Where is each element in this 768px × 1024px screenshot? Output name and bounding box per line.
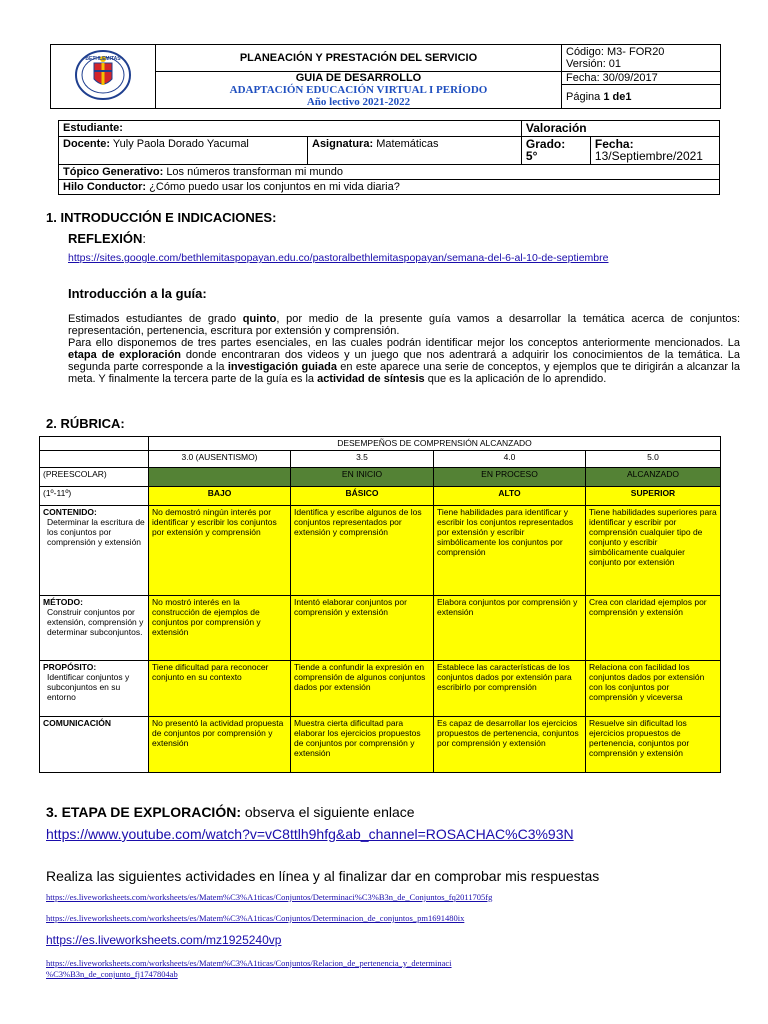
logo-text: BETHLEMITAS	[85, 56, 121, 62]
row-label: MÉTODO:	[43, 597, 83, 607]
score-header: 4.0	[434, 451, 586, 468]
guide-type: GUIA DE DESARROLLO	[295, 72, 422, 84]
rubric-cell: Es capaz de desarrollar los ejercicios propuestos de pertenencia, conjuntos por comprensión y extensión	[434, 717, 586, 773]
worksheet-link-4b[interactable]: %C3%B3n_de_conjunto_fj1747804ab	[46, 969, 178, 979]
hilo-label: Hilo Conductor:	[63, 181, 147, 193]
topico-label: Tópico Generativo:	[63, 166, 164, 178]
p2-text-e: en este aparece una serie de conceptos, y ejemplos que te dirigirán a alcanzar la meta. Y finalmente la tercera parte de la guía es la	[68, 361, 740, 385]
rubric-row-contenido	[40, 506, 721, 596]
activities-instruction: Realiza las siguientes actividades en línea y al finalizar dar en comprobar mis respuestas	[46, 868, 600, 884]
student-info-table	[58, 120, 720, 195]
rubric-cell: Tiene habilidades superiores para identificar y escribir por comprensión cualquier tipo de conjunto y escribir simbólicamente cualquier conjunto por extensión	[586, 506, 721, 596]
reflexion-link[interactable]: https://sites.google.com/bethlemitaspopayan.edu.co/pastoralbethlemitaspopayan/semana-del-6-al-10-de-septiembre	[68, 252, 609, 264]
estudiante-label: Estudiante:	[59, 121, 522, 137]
level-yellow: SUPERIOR	[586, 487, 721, 506]
row-desc: Construir conjuntos por extensión, comprensión y determinar subconjuntos.	[47, 607, 144, 637]
worksheet-link-3[interactable]: https://es.liveworksheets.com/mz1925240vp	[46, 933, 282, 947]
p1-bold: quinto	[242, 313, 277, 325]
document-title: PLANEACIÓN Y PRESTACIÓN DEL SERVICIO	[156, 45, 562, 72]
p2-bold-investigacion: investigación guiada	[227, 361, 337, 373]
worksheet-link-1[interactable]: https://es.liveworksheets.com/worksheets/es/Matem%C3%A1ticas/Conjuntos/Determinaci%C3%B3n_de_Conjuntos_fq2011705fg	[46, 892, 493, 902]
p1-text-a: Estimados estudiantes de grado	[68, 313, 243, 325]
preescolar-label: (PREESCOLAR)	[40, 468, 149, 487]
docente-cell	[59, 137, 308, 165]
rubric-cell: Intentó elaborar conjuntos por comprensión y extensión	[291, 596, 434, 661]
row-label: PROPÓSITO:	[43, 662, 97, 672]
worksheet-link-4a[interactable]: https://es.liveworksheets.com/worksheets/es/Matem%C3%A1ticas/Conjuntos/Relacion_de_pertenencia_y_determinaci	[46, 958, 452, 968]
section2-heading: 2. RÚBRICA:	[46, 416, 125, 431]
section3-title-rest: observa el siguiente enlace	[240, 804, 415, 820]
rubric-cell: Tiene habilidades para identificar y escribir los conjuntos representados por extensión y escribir simbólicamente los conjuntos por comprensión	[434, 506, 586, 596]
rubric-cell: No demostró ningún interés por identificar y escribir los conjuntos por extensión y comprensión	[149, 506, 291, 596]
level-yellow: BÁSICO	[291, 487, 434, 506]
worksheet-link-2[interactable]: https://es.liveworksheets.com/worksheets/es/Matem%C3%A1ticas/Conjuntos/Determinacion_de_conjuntos_pm1691480ix	[46, 913, 465, 923]
page-number	[562, 85, 721, 109]
level-green: ALCANZADO	[586, 468, 721, 487]
hilo-value: ¿Cómo puedo usar los conjuntos en mi vida diaria?	[149, 181, 400, 193]
p2-bold-exploracion: etapa de exploración	[68, 349, 182, 361]
rubric-cell: No mostró interés en la construcción de ejemplos de conjuntos por comprensión y extensión	[149, 596, 291, 661]
section3-title: 3. ETAPA DE EXPLORACIÓN:	[46, 804, 241, 820]
level-yellow: BAJO	[149, 487, 291, 506]
asignatura-value: Matemáticas	[376, 138, 439, 150]
rubric-cell: Establece las características de los conjuntos dados por extensión para escribirlo por comprensión	[434, 661, 586, 717]
fecha-label: Fecha:	[594, 137, 634, 151]
docente-name: Yuly Paola Dorado Yacumal	[112, 138, 249, 150]
reflexion-heading	[68, 231, 146, 246]
fecha-value: 13/Septiembre/2021	[594, 149, 703, 163]
row-desc: Determinar la escritura de los conjuntos por comprensión y extensión	[47, 517, 145, 547]
fecha-doc: Fecha: 30/09/2017	[562, 72, 721, 85]
page-num: 1	[603, 90, 610, 103]
rubric-row-metodo	[40, 596, 721, 661]
page-of: de1	[612, 90, 632, 103]
version: Versión: 01	[566, 58, 622, 70]
row-label: COMUNICACIÓN	[43, 718, 111, 728]
p2-text-c: donde encontraran dos videos y un juego que nos adentrará a adquirir los conocimientos de la temática. La segunda parte corresponde a la	[68, 349, 740, 373]
score-header: 5.0	[586, 451, 721, 468]
youtube-link[interactable]: https://www.youtube.com/watch?v=vC8ttlh9hfg&ab_channel=ROSACHAC%C3%93N	[46, 826, 574, 842]
rubric-cell: Relaciona con facilidad los conjuntos dados por extensión con los conjuntos por comprensión y viceversa	[586, 661, 721, 717]
logo-cell	[51, 45, 156, 109]
p2-text-g: que es la aplicación de lo aprendido.	[424, 373, 607, 385]
intro-title: Introducción a la guía:	[68, 286, 207, 301]
page-label: Página	[566, 90, 601, 103]
intro-paragraph	[68, 313, 740, 385]
school-year: Año lectivo 2021-2022	[306, 96, 411, 108]
section3-heading	[46, 804, 415, 820]
valoracion-label: Valoración	[521, 121, 719, 137]
grado-label: Grado:	[525, 137, 566, 151]
level-green: EN INICIO	[291, 468, 434, 487]
rubric-cell: Crea con claridad ejemplos por comprensión y extensión	[586, 596, 721, 661]
fecha-cell	[590, 137, 719, 165]
rubric-cell: Muestra cierta dificultad para elaborar los ejercicios propuestos de conjuntos por comprensión y extensión	[291, 717, 434, 773]
score-header: 3.5	[291, 451, 434, 468]
rubric-cell: Elabora conjuntos por comprensión y extensión	[434, 596, 586, 661]
rubric-cell: Identifica y escribe algunos de los conjuntos representados por extensión y comprensión	[291, 506, 434, 596]
p2-text-a: Para ello disponemos de tres partes esenciales, en las cuales podrán identificar mejor los conceptos anteriormente mencionados. La	[68, 337, 740, 349]
row-label: CONTENIDO:	[43, 507, 97, 517]
reflexion-label: REFLEXIÓN	[68, 231, 143, 246]
rubric-title: DESEMPEÑOS DE COMPRENSIÓN ALCANZADO	[149, 437, 721, 451]
period-title: ADAPTACIÓN EDUCACIÓN VIRTUAL I PERÍODO	[229, 84, 488, 96]
score-header: 3.0 (AUSENTISMO)	[149, 451, 291, 468]
reflexion-colon: :	[142, 231, 147, 246]
level-yellow: ALTO	[434, 487, 586, 506]
rubric-row-comunicacion	[40, 717, 721, 773]
codigo-version-cell	[562, 45, 721, 72]
p2-bold-sintesis: actividad de síntesis	[317, 373, 425, 385]
asignatura-label: Asignatura:	[312, 138, 374, 150]
subtitle-cell	[156, 72, 562, 109]
grades-label: (1º-11º)	[40, 487, 149, 506]
rubric-cell: Resuelve sin dificultad los ejercicios propuestos de pertenencia, conjuntos por comprensión y extensión	[586, 717, 721, 773]
topico-value: Los números transforman mi mundo	[166, 166, 343, 178]
docente-label: Docente:	[63, 138, 111, 150]
codigo: Código: M3- FOR20	[566, 46, 665, 58]
rubric-cell: Tiende a confundir la expresión en comprensión de algunos conjuntos dados por extensión	[291, 661, 434, 717]
rubric-cell: Tiene dificultad para reconocer conjunto en su contexto	[149, 661, 291, 717]
grado-cell	[521, 137, 590, 165]
level-green: EN PROCESO	[434, 468, 586, 487]
p1-text-c: , por medio de la presente guía vamos a desarrollar la temática acerca de conjuntos: representación, pertenencia, escritura por extensión y comprensión.	[68, 313, 740, 337]
grado-value: 5°	[525, 149, 538, 163]
section1-heading: 1. INTRODUCCIÓN E INDICACIONES:	[46, 210, 277, 225]
row-desc: Identificar conjuntos y subconjuntos en su entorno	[47, 672, 130, 702]
document-header	[50, 44, 721, 109]
hilo-cell	[59, 180, 720, 195]
rubric-row-proposito	[40, 661, 721, 717]
rubric-cell: No presentó la actividad propuesta de conjuntos por comprensión y extensión	[149, 717, 291, 773]
rubric-table	[39, 436, 721, 773]
topico-cell	[59, 165, 720, 180]
asignatura-cell	[308, 137, 522, 165]
